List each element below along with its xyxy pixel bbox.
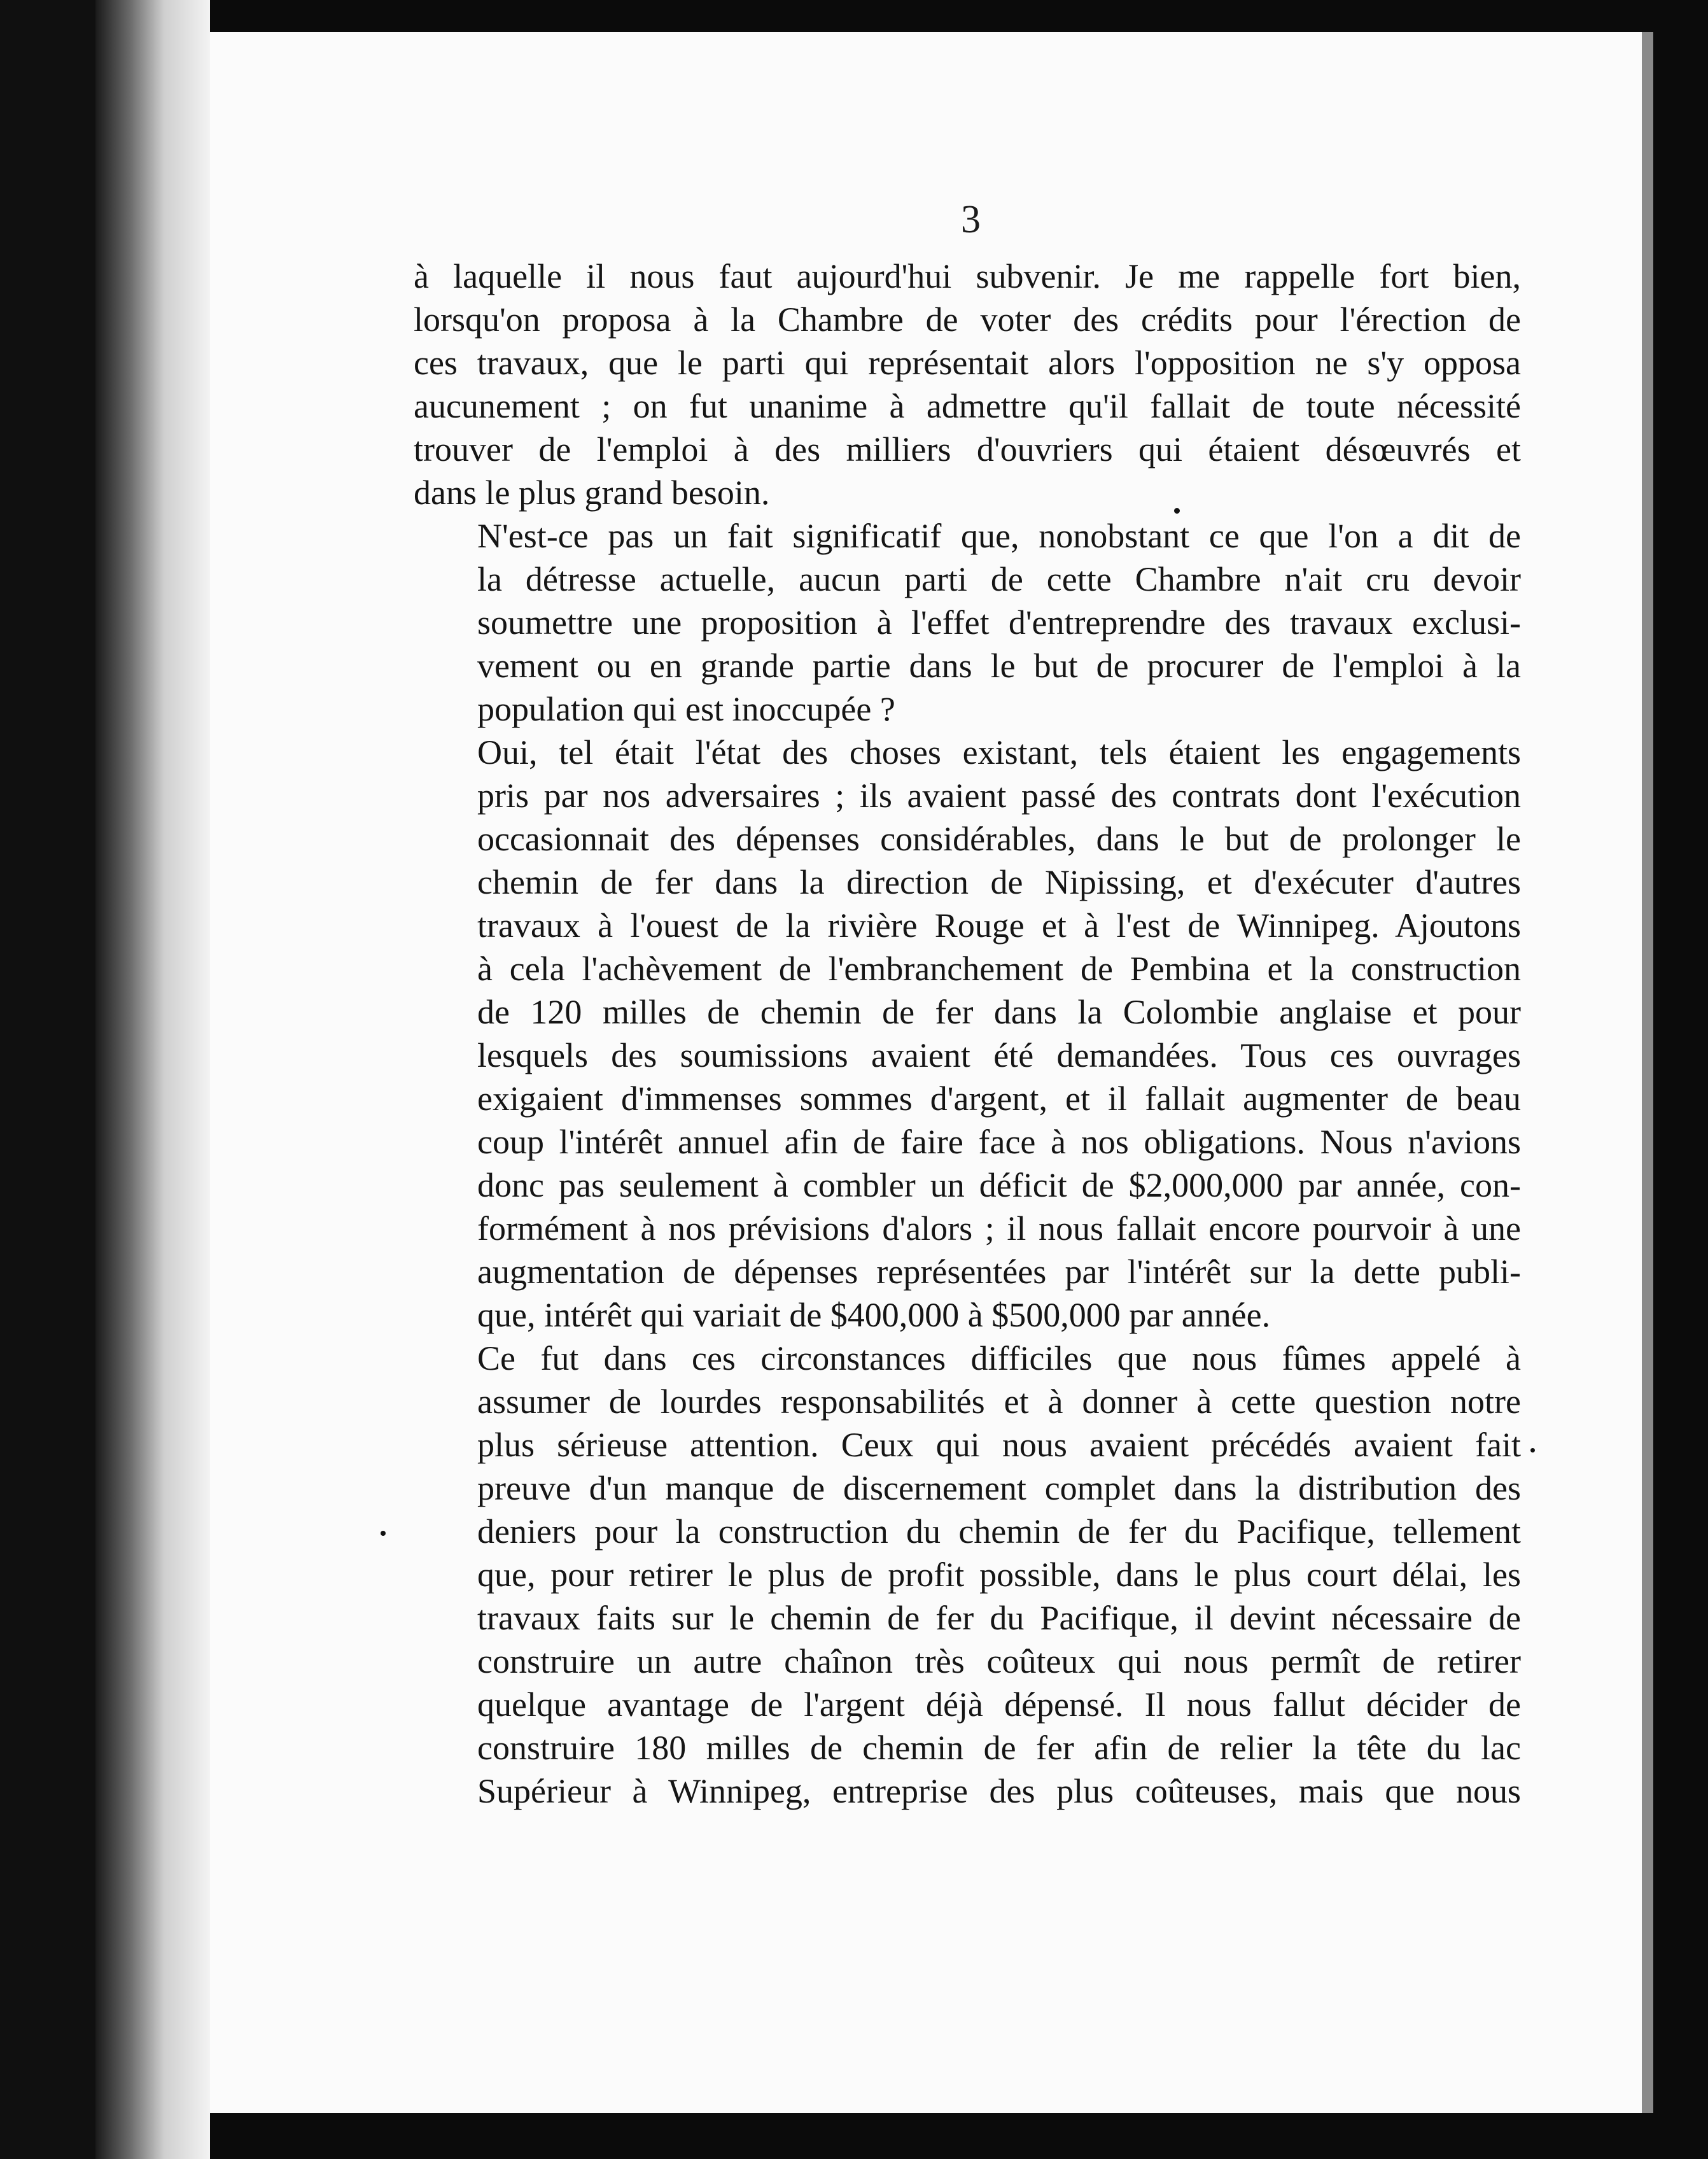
text-line: Oui, tel était l'état des choses existant, tels étaient les engagements	[477, 733, 1521, 771]
scan-speck	[1174, 508, 1180, 514]
text-line: soumettre une proposition à l'effet d'entreprendre des travaux exclusi-	[477, 603, 1521, 642]
text-line: lorsqu'on proposa à la Chambre de voter des crédits pour l'érection de	[414, 300, 1521, 339]
text-line: que, pour retirer le plus de profit possible, dans le plus court délai, les	[477, 1556, 1521, 1594]
paragraph-4	[414, 1337, 1521, 1813]
paragraph-2	[414, 514, 1521, 731]
text-line: occasionnait des dépenses considérables, dans le but de prolonger le	[477, 820, 1521, 858]
text-line: coup l'intérêt annuel afin de faire face à nos obligations. Nous n'avions	[477, 1123, 1521, 1161]
page-gutter	[95, 0, 210, 2159]
text-line: augmentation de dépenses représentées par l'intérêt sur la dette publi-	[477, 1253, 1521, 1291]
text-line: chemin de fer dans la direction de Nipissing, et d'exécuter d'autres	[477, 863, 1521, 901]
text-line: assumer de lourdes responsabilités et à donner à cette question notre	[477, 1382, 1521, 1421]
scan-left-strip	[0, 0, 95, 2159]
page-number: 3	[961, 198, 981, 241]
text-line: deniers pour la construction du chemin de fer du Pacifique, tellement	[477, 1512, 1521, 1551]
text-line: formément à nos prévisions d'alors ; il nous fallait encore pourvoir à une	[477, 1209, 1521, 1248]
text-line: Supérieur à Winnipeg, entreprise des plus coûteuses, mais que nous	[477, 1772, 1521, 1810]
paragraph-3	[414, 731, 1521, 1337]
text-line: la détresse actuelle, aucun parti de cette Chambre n'ait cru devoir	[477, 560, 1521, 598]
text-line: ces travaux, que le parti qui représentait alors l'opposition ne s'y opposa	[414, 344, 1521, 382]
text-line: exigaient d'immenses sommes d'argent, et il fallait augmenter de beau	[477, 1080, 1521, 1118]
scan-speck	[381, 1531, 386, 1536]
text-line: plus sérieuse attention. Ceux qui nous avaient précédés avaient fait	[477, 1426, 1521, 1464]
page-edge	[1642, 32, 1653, 2113]
text-line: population qui est inoccupée ?	[477, 690, 895, 728]
text-line: à laquelle il nous faut aujourd'hui subvenir. Je me rappelle fort bien,	[414, 257, 1521, 295]
paragraph-1	[414, 255, 1521, 514]
text-line: donc pas seulement à combler un déficit de $2,000,000 par année, con-	[477, 1166, 1521, 1204]
text-line: pris par nos adversaires ; ils avaient passé des contrats dont l'exécution	[477, 777, 1521, 815]
body-text	[414, 255, 1521, 1813]
text-line: travaux faits sur le chemin de fer du Pacifique, il devint nécessaire de	[477, 1599, 1521, 1637]
text-line: dans le plus grand besoin.	[414, 474, 770, 512]
text-line: vement ou en grande partie dans le but de procurer de l'emploi à la	[477, 647, 1521, 685]
text-line: aucunement ; on fut unanime à admettre qu'il fallait de toute nécessité	[414, 387, 1521, 425]
text-line: à cela l'achèvement de l'embranchement de Pembina et la construction	[477, 950, 1521, 988]
text-line: travaux à l'ouest de la rivière Rouge et à l'est de Winnipeg. Ajoutons	[477, 906, 1521, 945]
text-line: construire 180 milles de chemin de fer afin de relier la tête du lac	[477, 1729, 1521, 1767]
text-line: N'est-ce pas un fait significatif que, nonobstant ce que l'on a dit de	[477, 517, 1521, 555]
text-line: construire un autre chaînon très coûteux qui nous permît de retirer	[477, 1642, 1521, 1680]
text-line: lesquels des soumissions avaient été demandées. Tous ces ouvrages	[477, 1036, 1521, 1074]
text-line: que, intérêt qui variait de $400,000 à $500,000 par année.	[477, 1296, 1271, 1334]
text-line: de 120 milles de chemin de fer dans la Colombie anglaise et pour	[477, 993, 1521, 1031]
text-line: preuve d'un manque de discernement complet dans la distribution des	[477, 1469, 1521, 1507]
text-line: trouver de l'emploi à des milliers d'ouvriers qui étaient désœuvrés et	[414, 430, 1521, 468]
text-line: Ce fut dans ces circonstances difficiles que nous fûmes appelé à	[477, 1339, 1521, 1377]
text-line: quelque avantage de l'argent déjà dépensé. Il nous fallut décider de	[477, 1685, 1521, 1724]
scan-speck	[1530, 1448, 1535, 1452]
